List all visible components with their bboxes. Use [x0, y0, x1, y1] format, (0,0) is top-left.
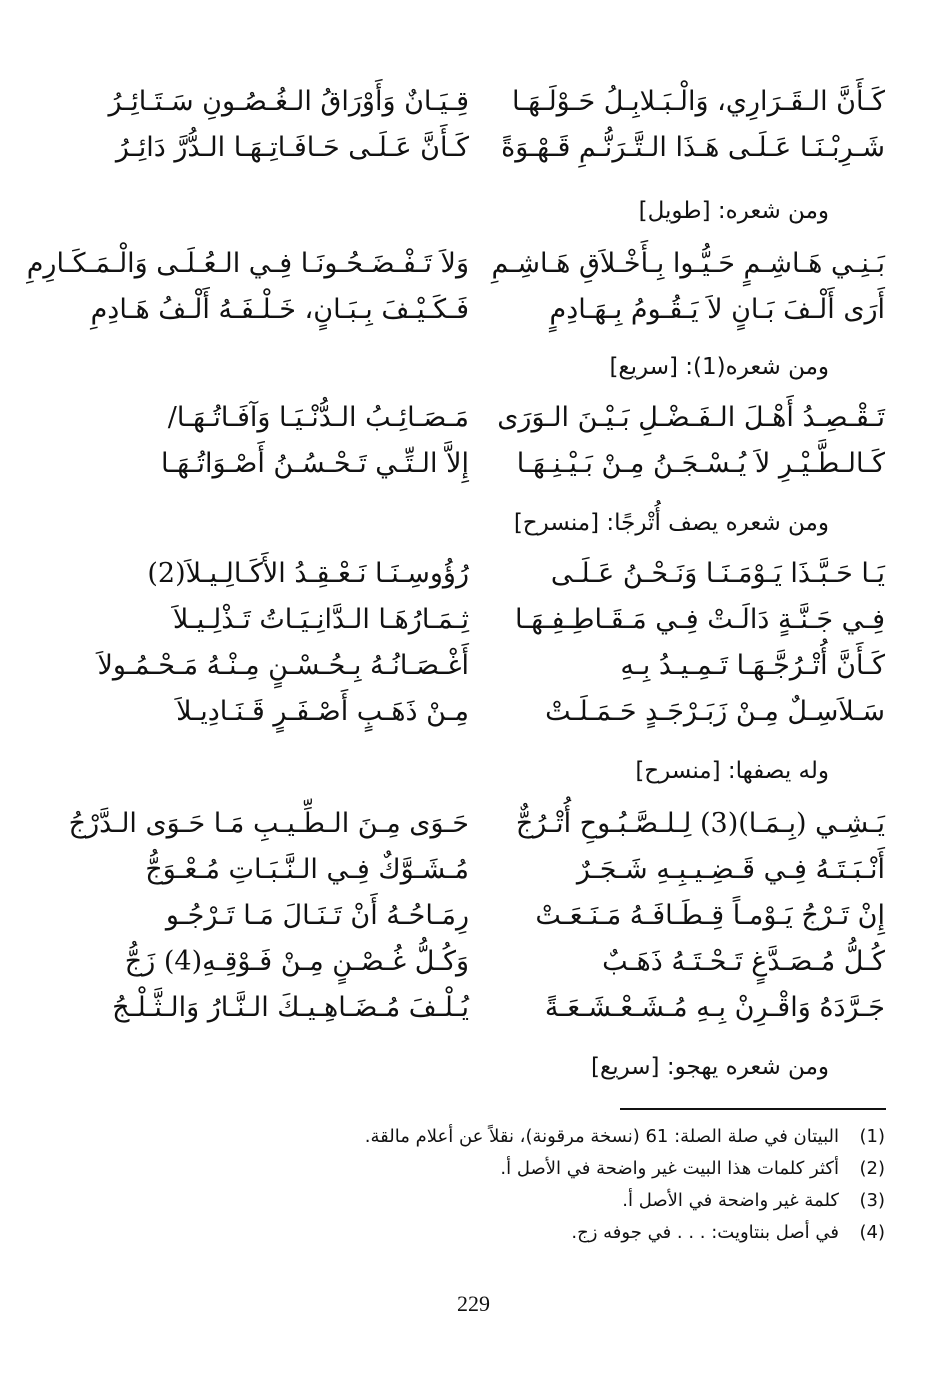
verse-12-left: مُـشَـوَّكٌ فِـي الـنَّـبَـاتِ مُـعْـوَجُّ: [145, 854, 469, 885]
poem-heading: ومن شعره يهجو: [سريع]: [590, 1054, 829, 1080]
verse-10-right: سَـلاَسِـلٌ مِـنْ زَبَـرْجَـدٍ حَـمَـلَـتْ: [545, 696, 885, 727]
verse-1-right: كَـأَنَّ الـقَـرَارِي، وَالْـبَـلابِـلُ حَـوْلَـهَـا: [511, 86, 885, 117]
verse-8-right: فِـي جَـنَّـةٍ دَالَـتْ فِـي مَـقَـاطِـفِـهَـا: [515, 604, 885, 635]
verse-8-left: ثِـمَـارُهَـا الـدَّانِـيَـاتُ تَـذْلِـيـلاَ: [172, 604, 469, 635]
verse-2-left: كَـأَنَّ عَـلَـى حَـافَـاتِـهَـا الـدُّرَّ دَائِـرُ: [115, 132, 469, 163]
poem-heading: ومن شعره(1): [سريع]: [609, 354, 829, 380]
verse-14-right: كُـلُّ مُـصَـدَّغٍ تَـحْـتَـهُ ذَهَـبٌ: [602, 946, 885, 977]
footnote-text: في أصل بنتاويت: . . . في جوفه زج.: [571, 1222, 839, 1243]
footnote-number: (2): [859, 1158, 885, 1179]
poem-heading: وله يصفها: [منسرح]: [635, 758, 829, 784]
page-number: 229: [457, 1291, 490, 1316]
verse-9-right: كَـأَنَّ أُتْـرُجَّـهَـا تَـمِـيـدُ بِـهِ: [620, 650, 885, 681]
verse-1-left: قِـيَـانٌ وَأَوْرَاقُ الـغُـصُـونِ سَـتَـائِـرُ: [108, 86, 469, 117]
verse-13-left: رِمَـاحُـهُ أَنْ تَـنَـالَ مَـا تَـرْجُـو: [165, 900, 469, 931]
poem-heading: ومن شعره يصف أُتْرجًا: [منسرح]: [513, 510, 829, 536]
verse-9-left: أَغْـصَـانُـهُ بِـحُـسْـنٍ مِـنْـهُ مَـحْـمُـولاَ: [97, 650, 469, 681]
verse-3-left: وَلاَ تَـفْـضَـحُـونَـا فِـي الـعُـلَـى وَالْـمَـكَـارِمِ: [26, 248, 469, 279]
verse-15-left: يُـلْـفَ مُـضَـاهِـيـكَ الـنَّـارُ وَالـثَّـلْـجُ: [112, 992, 469, 1023]
verse-4-right: أَرَى أَلْـفَ بَـانٍ لاَ يَـقُـومُ بِـهَـادِمٍ: [549, 294, 885, 325]
verse-5-right: تَـقْـصِـدُ أَهْـلَ الـفَـضْـلِ بَـيْـنَ الـوَرَى: [497, 402, 885, 433]
verse-3-right: بَـنِـي هَـاشِـمٍ حَـيُّـوا بِـأَخْـلاَقِ هَـاشِـمِ: [491, 248, 885, 279]
footnote-number: (1): [859, 1126, 885, 1147]
verse-15-right: جَـرَّدَهُ وَاقْـرِنْ بِـهِ مُـشَـعْـشَـعَـةً: [544, 992, 885, 1023]
footnote-text: أكثر كلمات هذا البيت غير واضحة في الأصل أ.: [500, 1158, 839, 1179]
footnote-divider: [620, 1108, 886, 1110]
verse-4-left: فَـكَـيْـفَ بِـبَـانٍ، خَـلْـفَـهُ أَلْـفُ هَـادِمِ: [90, 294, 469, 325]
verse-6-right: كَـالـطَّـيْـرِ لاَ يُـسْـجَـنُ مِـنْ بَـيْـنِـهَـا: [516, 448, 885, 479]
footnote-number: (3): [859, 1190, 885, 1211]
verse-7-right: يَـا حَـبَّـذَا يَـوْمَـنَـا وَنَـحْـنُ عَـلَـى: [550, 558, 885, 589]
verse-10-left: مِـنْ ذَهَـبٍ أَصْـفَـرٍ قَـنَـادِيـلاَ: [176, 696, 469, 727]
verse-7-left: رُؤُوسِـنَـا نَـعْـقِـدُ الأَكَـالِـيـلاَ(2): [147, 558, 469, 589]
verse-6-left: إِلاَّ الـتِّـي تَـحْـسُـنُ أَصْـوَاتُـهَـا: [161, 448, 469, 479]
verse-11-right: يَـشِـي (بِـمَـا)(3) لِـلـصَّـبُـوحِ أُتْـرُجٌّ: [515, 808, 885, 839]
footnote-text: كلمة غير واضحة في الأصل أ.: [622, 1190, 839, 1211]
verse-5-left: مَـصَـائِـبُ الـدُّنْـيَـا وَآفَـاتُـهَـا/: [167, 402, 469, 433]
verse-2-right: شَـرِبْـنَـا عَـلَـى هَـذَا الـتَّـرَنُّـمِ قَـهْـوَةً: [501, 132, 885, 163]
verse-14-left: وَكُـلُّ غُـصْـنٍ مِـنْ فَـوْقِـهِ(4) زَجُّ: [124, 946, 469, 977]
footnote-text: البيتان في صلة الصلة: 61 (نسخة مرقونة)، نقلاً عن أعلام مالقة.: [364, 1126, 839, 1147]
footnote-number: (4): [859, 1222, 885, 1243]
verse-12-right: أَنْـبَـتَـهُ فِـي قَـضِـيـبِـهِ شَـجَـرٌ: [576, 854, 885, 885]
verse-13-right: إِنْ تَـرْجُ يَـوْمـاً قِـطَـافَـهُ مَـنَـعَـتْ: [535, 900, 885, 931]
poem-heading: ومن شعره: [طويل]: [638, 198, 829, 224]
verse-11-left: حَـوَى مِـنَ الـطِّـيـبِ مَـا حَـوَى الـدَّرْجُ: [68, 808, 469, 839]
